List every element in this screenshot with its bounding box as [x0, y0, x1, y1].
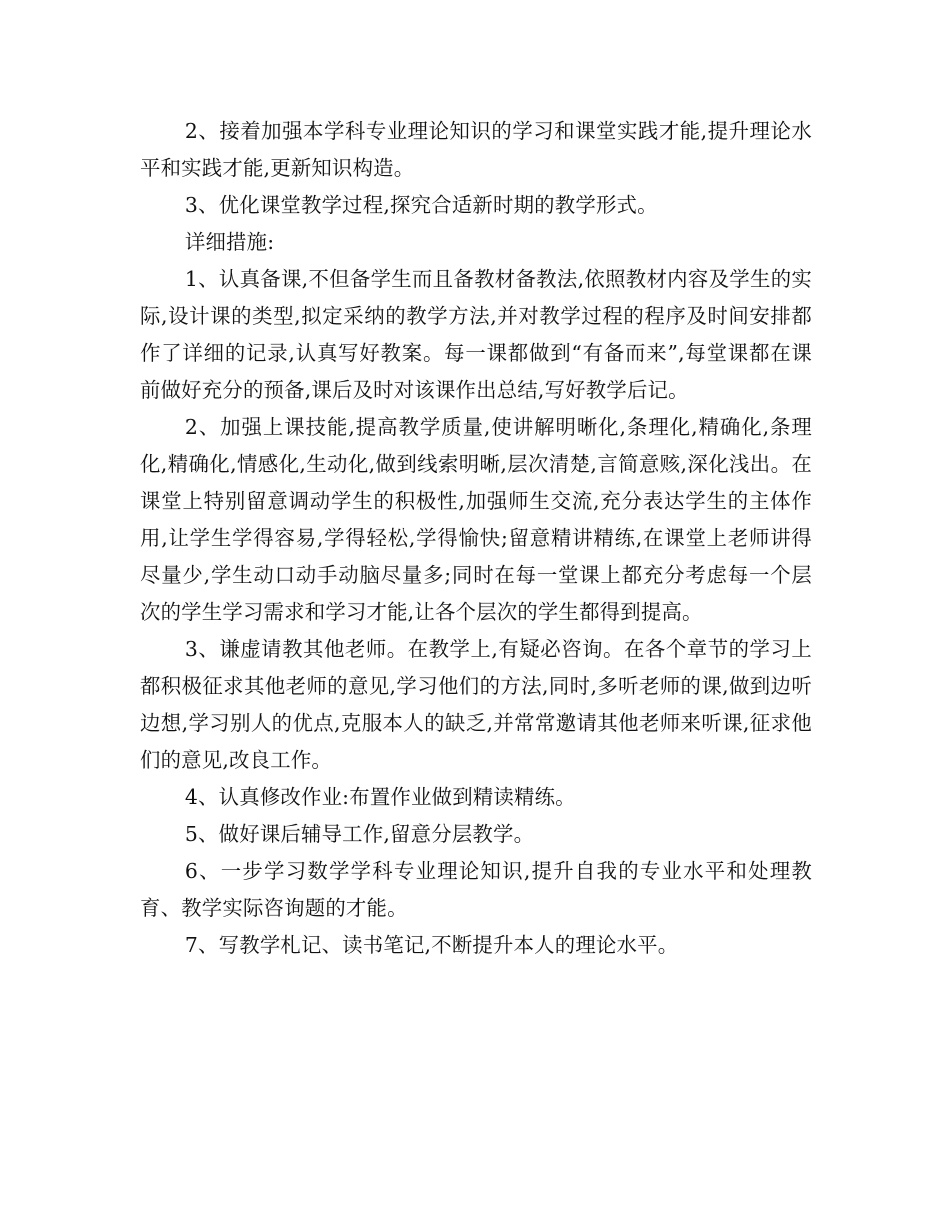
paragraph-measure-6: 6、一步学习数学学科专业理论知识,提升自我的专业水平和处理教育、教学实际咨询题的才能。 [140, 859, 812, 920]
paragraph-goal-2: 2、接着加强本学科专业理论知识的学习和课堂实践才能,提升理论水平和实践才能,更新知识构造。 [140, 119, 812, 180]
document-body [140, 113, 812, 964]
paragraph-measure-7: 7、写教学札记、读书笔记,不断提升本人的理论水平。 [184, 933, 679, 957]
paragraph-measure-1: 1、认真备课,不但备学生而且备教材备教法,依照教材内容及学生的实际,设计课的类型,拟定采纳的教学方法,并对教学过程的程序及时间安排都作了详细的记录,认真写好教案。每一课都做到“有备而来”,每堂课都在课前做好充分的预备,课后及时对该课作出总结,写好教学后记。 [140, 267, 812, 402]
paragraph-measure-5: 5、做好课后辅导工作,留意分层教学。 [184, 822, 535, 846]
paragraph-measure-3: 3、谦虚请教其他老师。在教学上,有疑必咨询。在各个章节的学习上都积极征求其他老师的意见,学习他们的方法,同时,多听老师的课,做到边听边想,学习别人的优点,克服本人的缺乏,并常常邀请其他老师来听课,征求他们的意见,改良工作。 [140, 637, 812, 772]
paragraph-measure-4: 4、认真修改作业:布置作业做到精读精练。 [184, 785, 576, 809]
paragraph-measure-2: 2、加强上课技能,提高教学质量,使讲解明晰化,条理化,精确化,条理化,精确化,情感化,生动化,做到线索明晰,层次清楚,言简意赅,深化浅出。在课堂上特别留意调动学生的积极性,加强师生交流,充分表达学生的主体作用,让学生学得容易,学得轻松,学得愉快;留意精讲精练,在课堂上老师讲得尽量少,学生动口动手动脑尽量多;同时在每一堂课上都充分考虑每一个层次的学生学习需求和学习才能,让各个层次的学生都得到提高。 [140, 415, 812, 624]
paragraph-goal-3: 3、优化课堂教学过程,探究合适新时期的教学形式。 [184, 193, 658, 217]
paragraph-measures-heading: 详细措施: [184, 230, 275, 254]
